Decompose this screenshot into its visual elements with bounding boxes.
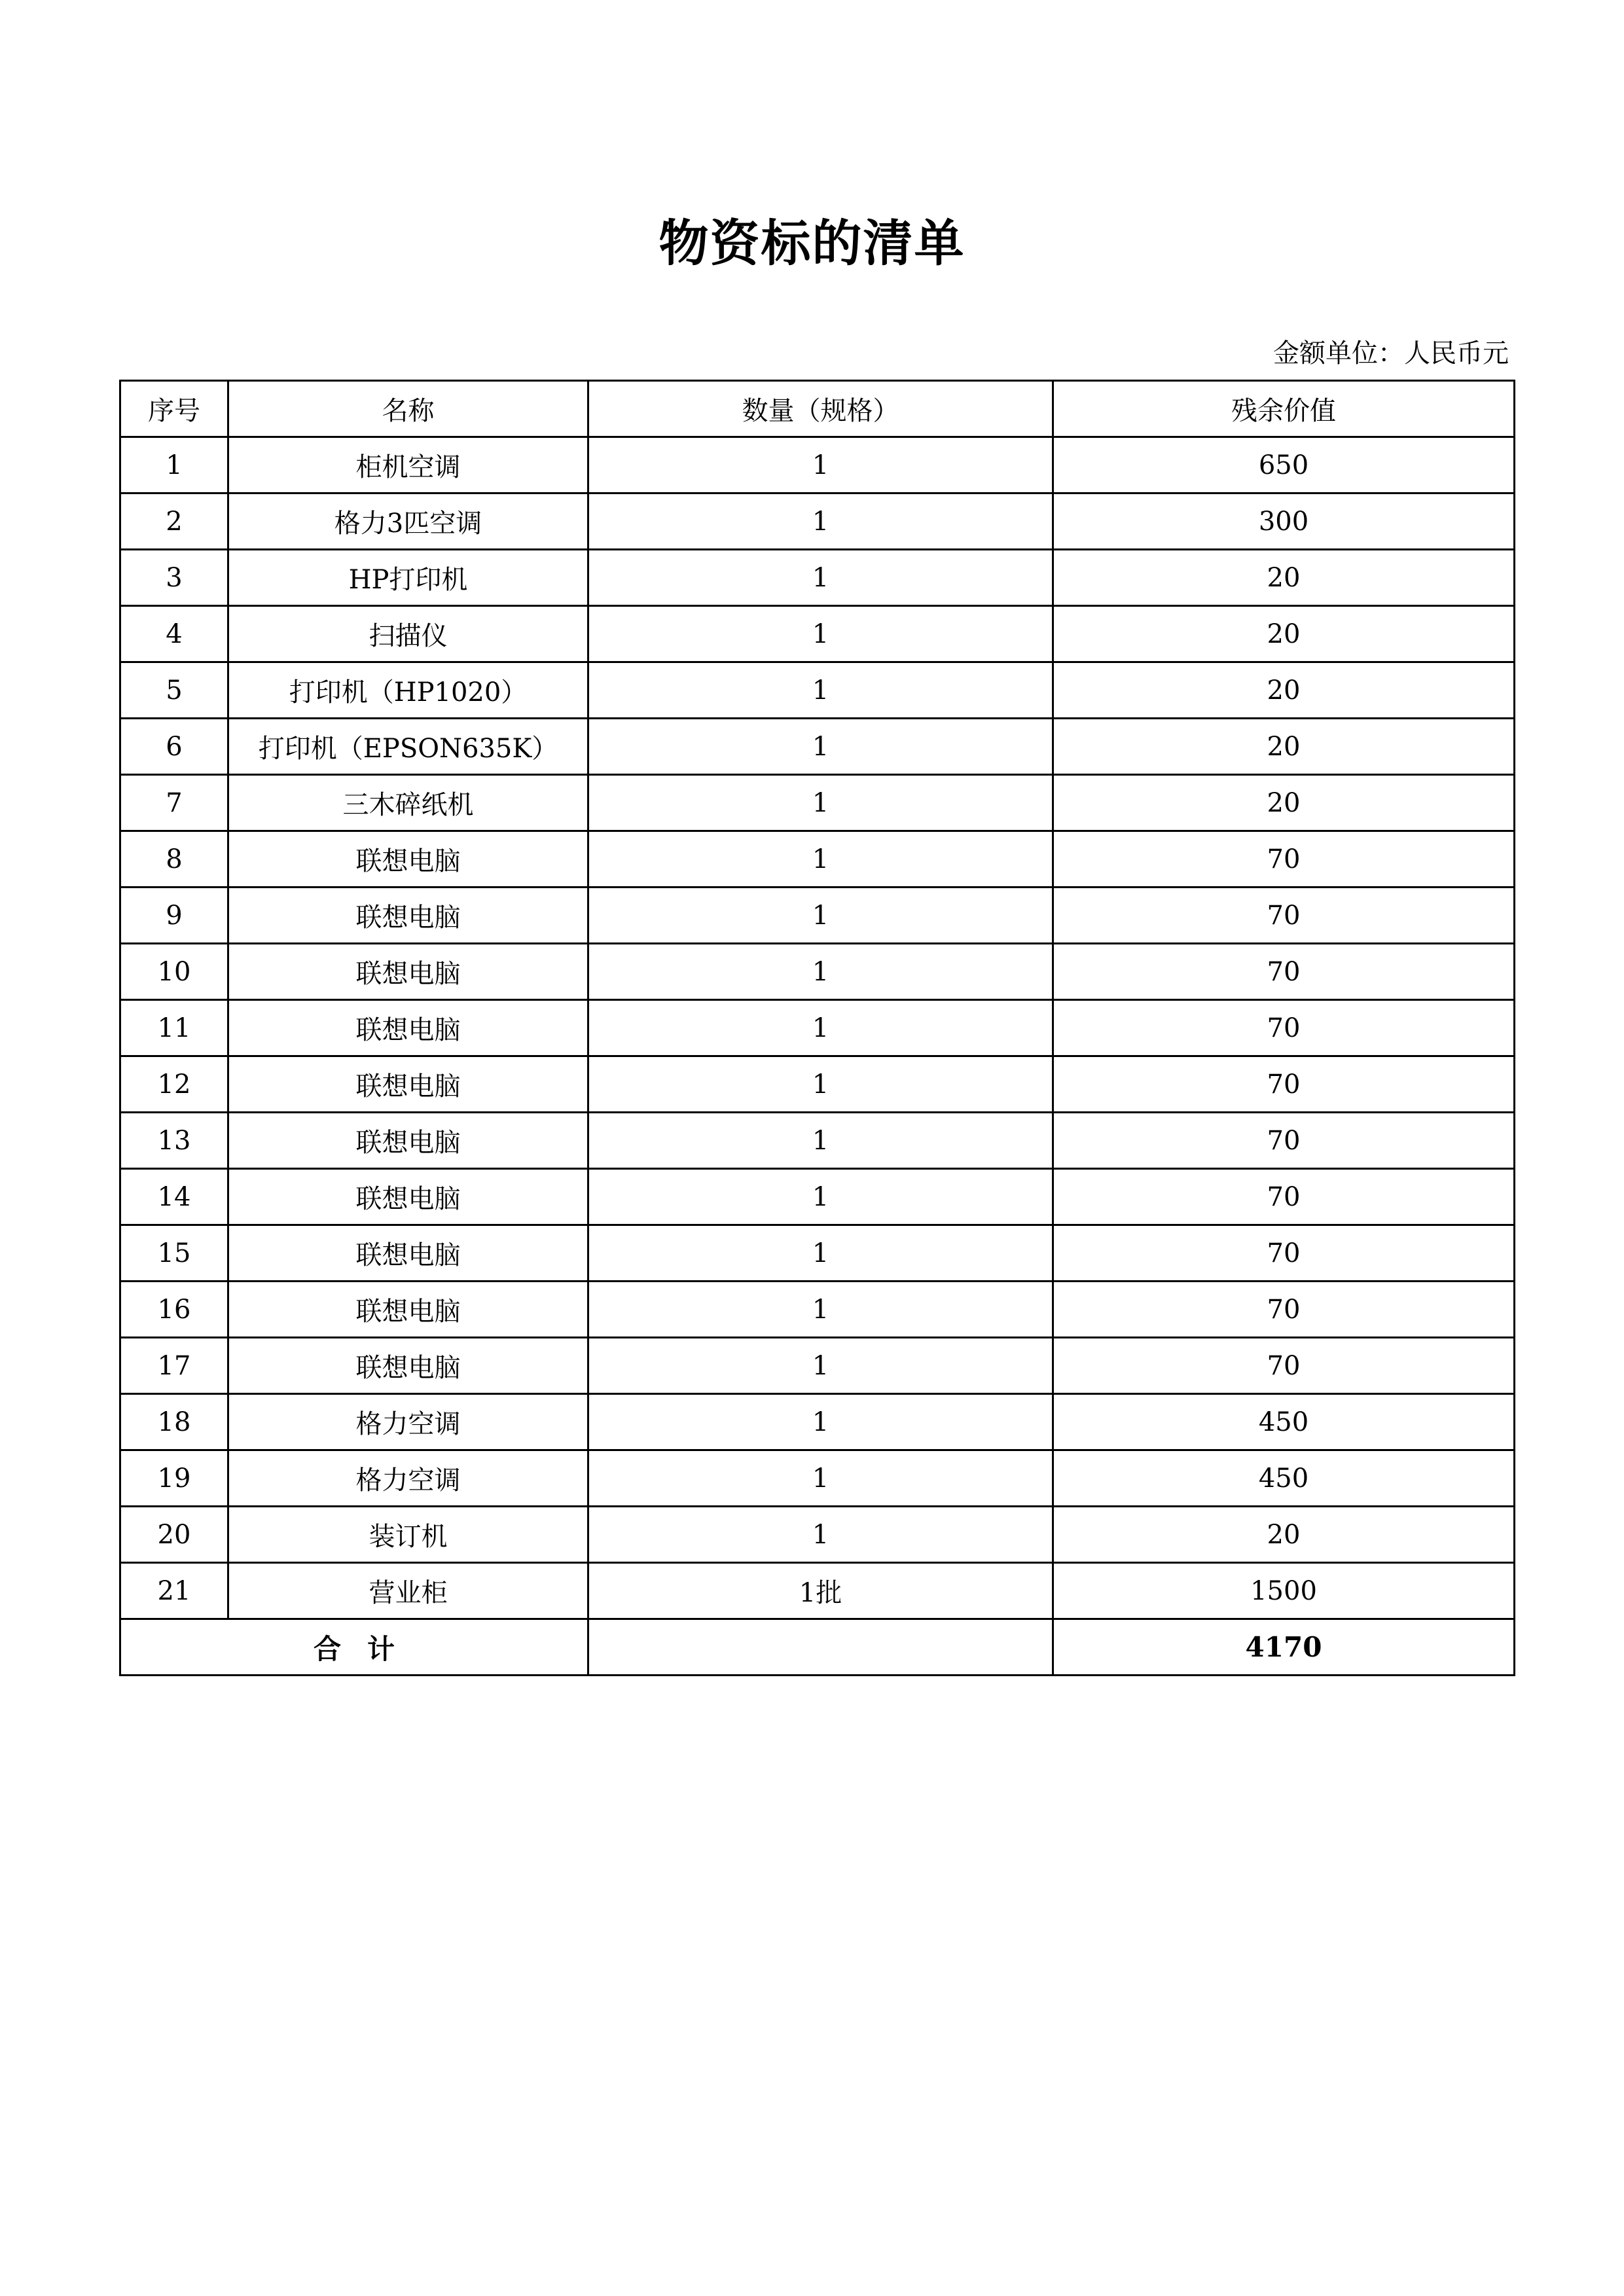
- quantity-cell: 1: [588, 550, 1053, 606]
- table-row: [120, 606, 1515, 662]
- residual-value-cell: 70: [1053, 1282, 1515, 1338]
- item-name-cell: 装订机: [228, 1507, 588, 1563]
- item-name-cell: 柜机空调: [228, 437, 588, 493]
- table-row: [120, 1507, 1515, 1563]
- quantity-cell: 1: [588, 1282, 1053, 1338]
- table-row: [120, 1169, 1515, 1225]
- item-name-cell: 打印机（HP1020）: [228, 662, 588, 719]
- total-label-cell: [120, 1619, 588, 1676]
- residual-value-cell: 300: [1053, 493, 1515, 550]
- residual-value-cell: 70: [1053, 1225, 1515, 1282]
- document-title: 物资标的清单: [659, 214, 965, 272]
- quantity-cell: 1批: [588, 1563, 1053, 1619]
- residual-value-cell: 450: [1053, 1394, 1515, 1450]
- item-name-cell: 格力空调: [228, 1450, 588, 1507]
- table-row: [120, 1450, 1515, 1507]
- row-number-cell: 14: [120, 1169, 228, 1225]
- residual-value-cell: 70: [1053, 888, 1515, 944]
- table-row: [120, 1282, 1515, 1338]
- residual-value-cell: 70: [1053, 1056, 1515, 1113]
- table-row: [120, 1563, 1515, 1619]
- residual-value-cell: 20: [1053, 719, 1515, 775]
- quantity-cell: 1: [588, 493, 1053, 550]
- item-name-cell: 联想电脑: [228, 1282, 588, 1338]
- residual-value-cell: 20: [1053, 1507, 1515, 1563]
- currency-unit-note: 金额单位：人民币元: [1273, 338, 1509, 368]
- quantity-cell: 1: [588, 1225, 1053, 1282]
- quantity-cell: 1: [588, 437, 1053, 493]
- row-number-cell: 5: [120, 662, 228, 719]
- residual-value-cell: 70: [1053, 1113, 1515, 1169]
- row-number-cell: 1: [120, 437, 228, 493]
- item-name-cell: 格力3匹空调: [228, 493, 588, 550]
- item-name-cell: HP打印机: [228, 550, 588, 606]
- item-name-cell: 联想电脑: [228, 1338, 588, 1394]
- table-row: [120, 1113, 1515, 1169]
- table-row: [120, 1394, 1515, 1450]
- header-residual-value: 残余价值: [1053, 381, 1515, 437]
- table-row: [120, 831, 1515, 888]
- quantity-cell: 1: [588, 1450, 1053, 1507]
- table-row: [120, 888, 1515, 944]
- inventory-table: [119, 380, 1515, 1676]
- residual-value-cell: 70: [1053, 831, 1515, 888]
- table-row: [120, 944, 1515, 1000]
- row-number-cell: 17: [120, 1338, 228, 1394]
- table-row: [120, 550, 1515, 606]
- quantity-cell: 1: [588, 775, 1053, 831]
- table-header-row: [120, 381, 1515, 437]
- row-number-cell: 4: [120, 606, 228, 662]
- item-name-cell: 打印机（EPSON635K）: [228, 719, 588, 775]
- table-row: [120, 1338, 1515, 1394]
- quantity-cell: 1: [588, 1394, 1053, 1450]
- item-name-cell: 营业柜: [228, 1563, 588, 1619]
- quantity-cell: 1: [588, 606, 1053, 662]
- header-quantity: 数量（规格）: [588, 381, 1053, 437]
- residual-value-cell: 70: [1053, 1000, 1515, 1056]
- row-number-cell: 20: [120, 1507, 228, 1563]
- table-row: [120, 662, 1515, 719]
- total-value-cell: 4170: [1053, 1619, 1515, 1676]
- row-number-cell: 11: [120, 1000, 228, 1056]
- row-number-cell: 21: [120, 1563, 228, 1619]
- item-name-cell: 联想电脑: [228, 1000, 588, 1056]
- residual-value-cell: 20: [1053, 550, 1515, 606]
- residual-value-cell: 650: [1053, 437, 1515, 493]
- residual-value-cell: 20: [1053, 775, 1515, 831]
- row-number-cell: 12: [120, 1056, 228, 1113]
- residual-value-cell: 70: [1053, 1169, 1515, 1225]
- row-number-cell: 8: [120, 831, 228, 888]
- quantity-cell: 1: [588, 1507, 1053, 1563]
- residual-value-cell: 20: [1053, 606, 1515, 662]
- item-name-cell: 联想电脑: [228, 1169, 588, 1225]
- total-quantity-cell: [588, 1619, 1053, 1676]
- residual-value-cell: 20: [1053, 662, 1515, 719]
- table-row: [120, 1225, 1515, 1282]
- row-number-cell: 13: [120, 1113, 228, 1169]
- item-name-cell: 扫描仪: [228, 606, 588, 662]
- table-row: [120, 775, 1515, 831]
- row-number-cell: 18: [120, 1394, 228, 1450]
- residual-value-cell: 70: [1053, 944, 1515, 1000]
- table-row: [120, 1056, 1515, 1113]
- quantity-cell: 1: [588, 1000, 1053, 1056]
- quantity-cell: 1: [588, 888, 1053, 944]
- quantity-cell: 1: [588, 1169, 1053, 1225]
- row-number-cell: 6: [120, 719, 228, 775]
- header-name: 名称: [228, 381, 588, 437]
- table-row: [120, 1000, 1515, 1056]
- item-name-cell: 联想电脑: [228, 1056, 588, 1113]
- row-number-cell: 16: [120, 1282, 228, 1338]
- total-row: [120, 1619, 1515, 1676]
- item-name-cell: 联想电脑: [228, 831, 588, 888]
- row-number-cell: 15: [120, 1225, 228, 1282]
- quantity-cell: 1: [588, 719, 1053, 775]
- row-number-cell: 9: [120, 888, 228, 944]
- item-name-cell: 联想电脑: [228, 944, 588, 1000]
- header-no: 序号: [120, 381, 228, 437]
- residual-value-cell: 1500: [1053, 1563, 1515, 1619]
- table-body: [120, 437, 1515, 1619]
- item-name-cell: 联想电脑: [228, 1113, 588, 1169]
- item-name-cell: 三木碎纸机: [228, 775, 588, 831]
- quantity-cell: 1: [588, 831, 1053, 888]
- row-number-cell: 3: [120, 550, 228, 606]
- total-label: 合计: [313, 1632, 421, 1665]
- quantity-cell: 1: [588, 944, 1053, 1000]
- quantity-cell: 1: [588, 1113, 1053, 1169]
- row-number-cell: 19: [120, 1450, 228, 1507]
- quantity-cell: 1: [588, 1338, 1053, 1394]
- table-row: [120, 719, 1515, 775]
- item-name-cell: 格力空调: [228, 1394, 588, 1450]
- row-number-cell: 7: [120, 775, 228, 831]
- row-number-cell: 2: [120, 493, 228, 550]
- item-name-cell: 联想电脑: [228, 888, 588, 944]
- table-row: [120, 493, 1515, 550]
- residual-value-cell: 70: [1053, 1338, 1515, 1394]
- item-name-cell: 联想电脑: [228, 1225, 588, 1282]
- residual-value-cell: 450: [1053, 1450, 1515, 1507]
- row-number-cell: 10: [120, 944, 228, 1000]
- quantity-cell: 1: [588, 662, 1053, 719]
- table-row: [120, 437, 1515, 493]
- quantity-cell: 1: [588, 1056, 1053, 1113]
